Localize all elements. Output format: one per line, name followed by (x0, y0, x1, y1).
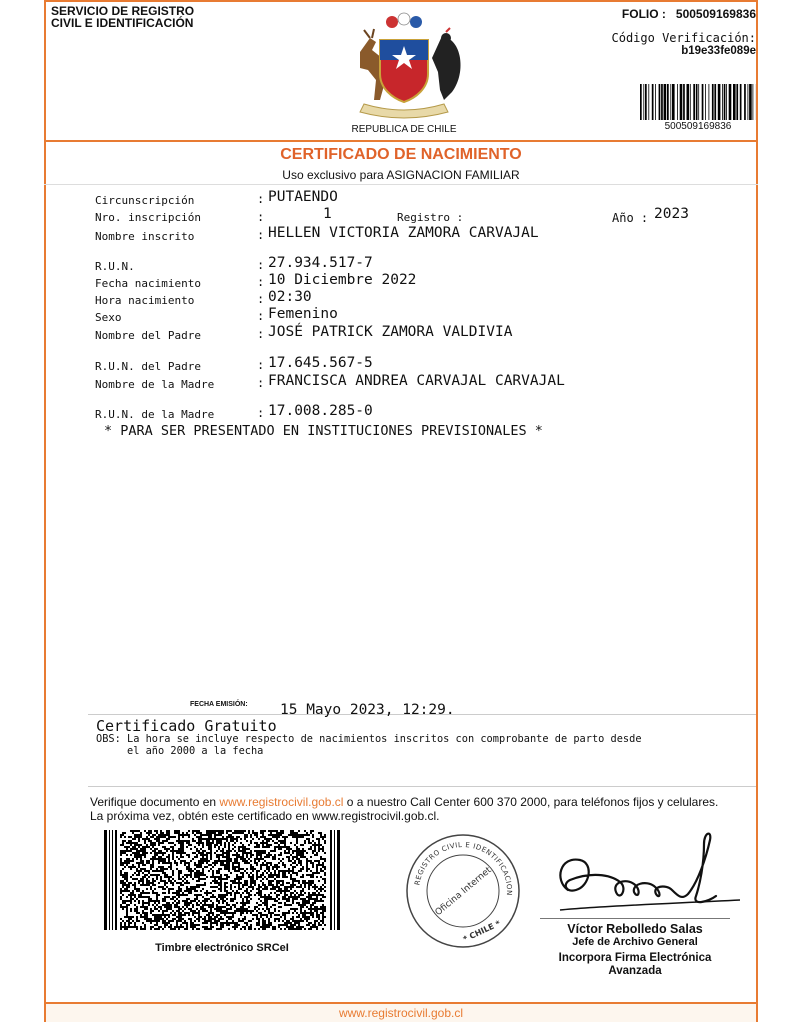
handwritten-signature (550, 828, 750, 924)
usage-note: * PARA SER PRESENTADO EN INSTITUCIONES PREVISIONALES * (104, 423, 543, 439)
colon: : (257, 210, 265, 224)
nro-inscripcion-value: 1 (323, 206, 332, 222)
folio-barcode (640, 84, 756, 120)
emission-date-value: 15 Mayo 2023, 12:29. (280, 702, 455, 718)
signer-title: Jefe de Archivo General (572, 936, 698, 948)
certificate-title: CERTIFICADO DE NACIMIENTO (280, 146, 522, 163)
nombre-inscrito-value: HELLEN VICTORIA ZAMORA CARVAJAL (268, 225, 539, 241)
footer-link[interactable]: www.registrocivil.gob.cl (338, 1006, 464, 1020)
electronic-stamp-barcode (104, 830, 340, 930)
signature-line (540, 918, 730, 919)
anio-label: Año : (612, 211, 649, 225)
electronic-stamp-label: Timbre electrónico SRCeI (155, 942, 289, 954)
run-value: 27.934.517-7 (268, 255, 373, 271)
verification-code-label: Código Verificación: (611, 31, 756, 45)
folio-barcode-number: 500509169836 (664, 121, 732, 132)
signer-name: Víctor Rebolledo Salas (567, 922, 703, 936)
emission-date-label: FECHA EMISIÓN: (190, 701, 248, 708)
circunscripcion-label: Circunscripción (95, 194, 195, 207)
obs-divider (88, 786, 756, 787)
issuer-name: SERVICIO DE REGISTRO CIVIL E IDENTIFICACIÓN (51, 4, 195, 30)
republica-label: REPUBLICA DE CHILE (351, 124, 457, 135)
certificate-subtitle: Uso exclusivo para ASIGNACION FAMILIAR (282, 168, 520, 182)
run-madre-value: 17.008.285-0 (268, 403, 373, 419)
folio: FOLIO : 500509169836 (621, 7, 756, 21)
run-padre-value: 17.645.567-5 (268, 355, 373, 371)
colon: : (257, 258, 265, 272)
circunscripcion-value: PUTAENDO (268, 189, 338, 205)
header-divider (44, 140, 758, 142)
hora-nacimiento-value: 02:30 (268, 289, 312, 305)
seal-center-text: Oficina Internet (433, 865, 494, 919)
run-madre-label: R.U.N. de la Madre (95, 408, 215, 421)
colon: : (257, 292, 265, 306)
sexo-label: Sexo (95, 311, 122, 324)
seal-ring-text: REGISTRO CIVIL E IDENTIFICACION (413, 840, 514, 896)
colon: : (257, 275, 265, 289)
title-divider (44, 184, 758, 185)
free-certificate-label: Certificado Gratuito (96, 717, 277, 735)
nro-inscripcion-label: Nro. inscripción (95, 211, 201, 224)
fecha-nacimiento-label: Fecha nacimiento (95, 277, 201, 290)
run-padre-label: R.U.N. del Padre (95, 360, 201, 373)
hora-nacimiento-label: Hora nacimiento (95, 294, 195, 307)
signature-type-line1: Incorpora Firma Electrónica (558, 952, 712, 964)
colon: : (257, 309, 265, 323)
observation-text: OBS: La hora se incluye respecto de nacimientos inscritos con comprobante de parto desde el año 2000 a la fecha (96, 733, 642, 757)
registro-civil-link[interactable]: www.registrocivil.gob.cl (219, 795, 344, 809)
colon: : (257, 406, 265, 420)
nombre-madre-value: FRANCISCA ANDREA CARVAJAL CARVAJAL (268, 373, 565, 389)
nombre-inscrito-label: Nombre inscrito (95, 230, 195, 243)
official-seal-icon (404, 832, 522, 950)
fecha-nacimiento-value: 10 Diciembre 2022 (268, 272, 417, 288)
sexo-value: Femenino (268, 306, 338, 322)
nombre-padre-value: JOSÉ PATRICK ZAMORA VALDIVIA (268, 324, 513, 340)
run-label: R.U.N. (95, 260, 135, 273)
verification-instructions: Verifique documento en www.registrocivil.gob.cl o a nuestro Call Center 600 370 2000, para teléfonos fijos y celulares. La próxima vez, obtén este certificado en www.registrocivil.gob.cl. (90, 795, 719, 823)
verification-code-value: b19e33fe089e (681, 45, 756, 57)
colon: : (257, 358, 265, 372)
anio-value: 2023 (654, 206, 689, 222)
colon: : (257, 228, 265, 242)
signature-type-line2: Avanzada (608, 965, 662, 977)
signer-block (540, 922, 730, 978)
nombre-padre-label: Nombre del Padre (95, 329, 201, 342)
colon: : (257, 327, 265, 341)
chile-coat-of-arms-icon (330, 12, 478, 120)
registro-label: Registro : (397, 211, 464, 224)
colon: : (257, 192, 265, 206)
seal-bottom-text: * CHILE * (461, 918, 502, 944)
nombre-madre-label: Nombre de la Madre (95, 378, 215, 391)
colon: : (257, 376, 265, 390)
